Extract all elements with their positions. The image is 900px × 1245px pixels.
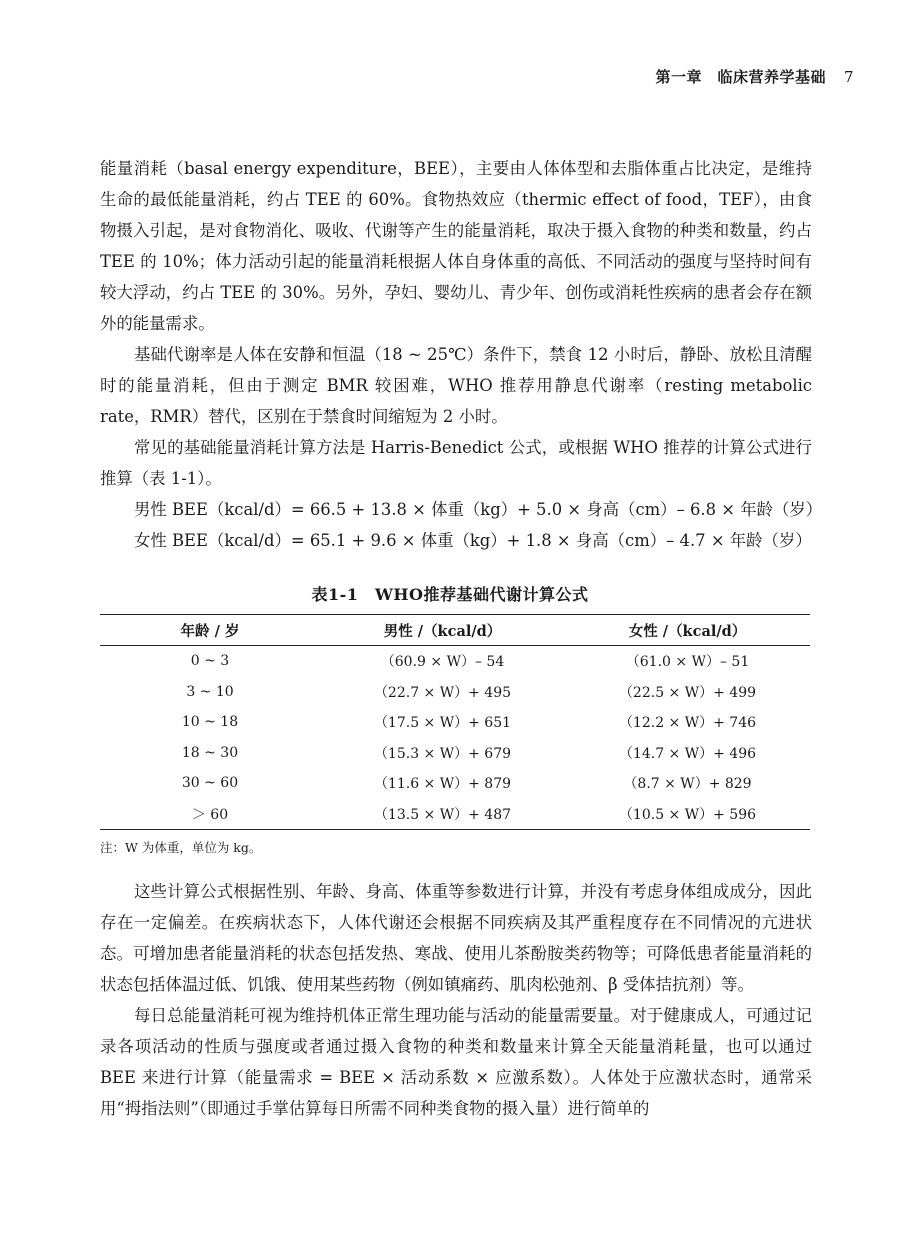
table-row — [100, 738, 810, 769]
age-cell: 10 ~ 18 — [181, 714, 239, 731]
body-text-bottom — [100, 876, 812, 1124]
male-formula-cell: （15.3 × W）+ 679 — [373, 745, 512, 762]
table-header-row — [100, 615, 810, 646]
female-formula-cell: （61.0 × W）– 51 — [625, 654, 750, 671]
table-note: 注：W 为体重，单位为 kg。 — [100, 840, 262, 855]
male-formula-cell: （22.7 × W）+ 495 — [373, 684, 512, 701]
female-formula-cell: （12.2 × W）+ 746 — [618, 715, 757, 732]
table-row — [100, 707, 810, 738]
female-formula-cell: （22.5 × W）+ 499 — [618, 684, 757, 701]
running-header — [655, 66, 854, 87]
bmr-formula-table — [100, 614, 810, 830]
paragraph: 每日总能量消耗可视为维持机体正常生理功能与活动的能量需要量。对于健康成人，可通过记录各项活动的性质与强度或者通过摄入食物的种类和数量来计算全天能量消耗量，也可以通过 BEE 来进行计算（能量需求 = BEE × 活动系数 × 应激系数）。人体处于应激状态时，通常采用“拇指法则”（即通过手掌估算每日所需不同种类食物的摄入量）进行简单的 — [100, 1006, 812, 1118]
male-formula-cell: （13.5 × W）+ 487 — [320, 799, 565, 830]
formula-female: 女性 BEE（kcal/d）= 65.1 + 9.6 × 体重（kg）+ 1.8 × 身高（cm）– 4.7 × 年龄（岁） — [134, 531, 812, 550]
female-formula-cell: （8.7 × W）+ 829 — [623, 776, 752, 793]
male-formula-cell: （60.9 × W）– 54 — [380, 654, 505, 671]
age-cell: 18 ~ 30 — [181, 744, 239, 761]
header-male: 男性 /（kcal/d） — [320, 615, 565, 646]
paragraph: 常见的基础能量消耗计算方法是 Harris-Benedict 公式，或根据 WHO 推荐的计算公式进行推算（表 1-1）。 — [100, 438, 812, 488]
header-female: 女性 /（kcal/d） — [565, 615, 810, 646]
paragraph: 基础代谢率是人体在安静和恒温（18 ~ 25℃）条件下，禁食 12 小时后，静卧、放松且清醒时的能量消耗，但由于测定 BMR 较困难，WHO 推荐用静息代谢率（resting metabolic rate，RMR）替代，区别在于禁食时间缩短为 2 小时。 — [100, 345, 812, 426]
male-formula-cell: （11.6 × W）+ 879 — [373, 776, 512, 793]
age-cell: 0 ~ 3 — [190, 653, 230, 670]
header-age: 年龄 / 岁 — [100, 615, 320, 646]
female-formula-cell: （10.5 × W）+ 596 — [565, 799, 810, 830]
age-cell: 3 ~ 10 — [186, 683, 234, 700]
table-caption: 表1-1 WHO推荐基础代谢计算公式 — [311, 585, 589, 604]
table-row — [100, 768, 810, 799]
chapter-title: 第一章 临床营养学基础 — [655, 68, 826, 86]
age-cell: 30 ~ 60 — [181, 775, 239, 792]
male-formula-cell: （17.5 × W）+ 651 — [373, 715, 512, 732]
table-row — [100, 799, 810, 830]
paragraph: 这些计算公式根据性别、年龄、身高、体重等参数进行计算，并没有考虑身体组成成分，因此存在一定偏差。在疾病状态下，人体代谢还会根据不同疾病及其严重程度存在不同情况的亢进状态。可增加患者能量消耗的状态包括发热、寒战、使用儿茶酚胺类药物等；可降低患者能量消耗的状态包括体温过低、饥饿、使用某些药物（例如镇痛药、肌肉松弛剂、β 受体拮抗剂）等。 — [100, 882, 812, 994]
table-row — [100, 677, 810, 708]
body-text-top — [100, 153, 823, 556]
page-number: 7 — [843, 68, 854, 86]
age-cell: ＞ 60 — [100, 799, 320, 830]
table-row — [100, 646, 810, 677]
female-formula-cell: （14.7 × W）+ 496 — [618, 745, 757, 762]
paragraph: 能量消耗（basal energy expenditure，BEE），主要由人体体型和去脂体重占比决定，是维持生命的最低能量消耗，约占 TEE 的 60%。食物热效应（thermic effect of food，TEF），由食物摄入引起，是对食物消化、吸收、代谢等产生的能量消耗，取决于摄入食物的种类和数量，约占 TEE 的 10%；体力活动引起的能量消耗根据人体自身体重的高低、不同活动的强度与坚持时间有较大浮动，约占 TEE 的 30%。另外，孕妇、婴幼儿、青少年、创伤或消耗性疾病的患者会存在额外的能量需求。 — [100, 159, 812, 333]
formula-male: 男性 BEE（kcal/d）= 66.5 + 13.8 × 体重（kg）+ 5.0 × 身高（cm）– 6.8 × 年龄（岁） — [134, 500, 823, 519]
